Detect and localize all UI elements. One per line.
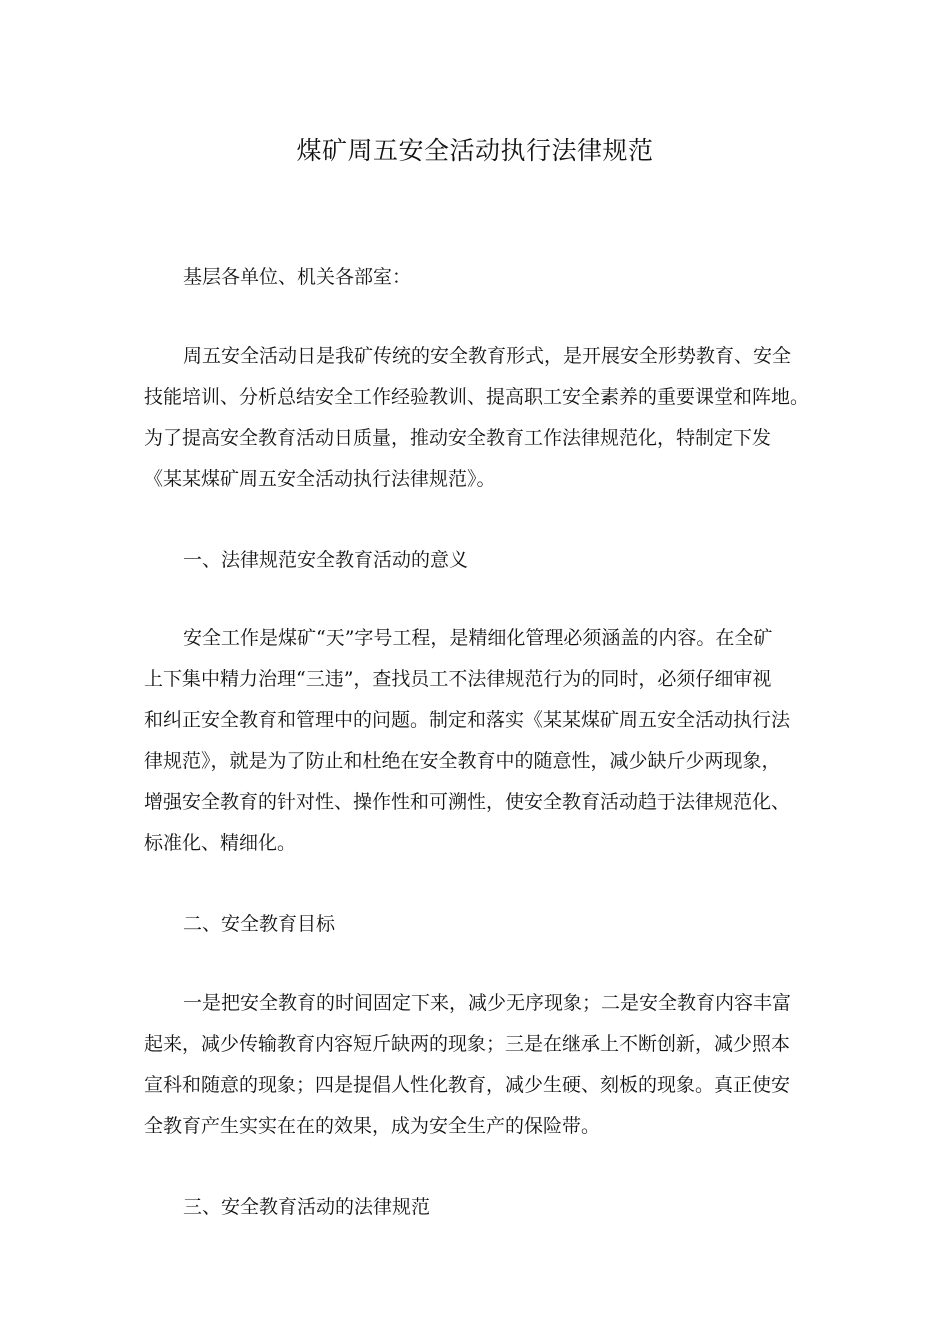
paragraph-line: 和纠正安全教育和管理中的问题。制定和落实《某某煤矿周五安全活动执行法: [144, 709, 791, 731]
paragraph-line: 全教育产生实实在在的效果，成为安全生产的保险带。: [144, 1115, 601, 1137]
document-title: 煤矿周五安全活动执行法律规范: [296, 136, 654, 165]
paragraph-line: 为了提高安全教育活动日质量，推动安全教育工作法律规范化，特制定下发: [144, 427, 772, 449]
section1-paragraph: [144, 618, 824, 864]
paragraph-line: 律规范》，就是为了防止和杜绝在安全教育中的随意性，减少缺斤少两现象，: [144, 750, 781, 772]
paragraph-line: 一是把安全教育的时间固定下来，减少无序现象；二是安全教育内容丰富: [183, 992, 792, 1014]
paragraph-line: 技能培训、分析总结安全工作经验教训、提高职工安全素养的重要课堂和阵地。: [144, 386, 810, 408]
paragraph-line: 增强安全教育的针对性、操作性和可溯性，使安全教育活动趋于法律规范化、: [144, 791, 791, 813]
section3-heading: [144, 1187, 824, 1228]
paragraph-line: 上下集中精力治理“三违”，查找员工不法律规范行为的同时，必须仔细审视: [144, 668, 772, 690]
section-heading: 一、法律规范安全教育活动的意义: [183, 549, 469, 571]
intro-paragraph: [144, 336, 824, 500]
section-heading: 二、安全教育目标: [183, 913, 336, 935]
section2-paragraph: [144, 983, 824, 1147]
paragraph-line: 《某某煤矿周五安全活动执行法律规范》。: [144, 468, 496, 490]
paragraph-line: 标准化、精细化。: [144, 832, 297, 854]
section2-heading: [144, 904, 824, 945]
paragraph-line: 安全工作是煤矿“天”字号工程，是精细化管理必须涵盖的内容。在全矿: [183, 627, 773, 649]
section1-heading: [144, 540, 824, 581]
salutation: [144, 257, 824, 298]
paragraph-line: 宣科和随意的现象；四是提倡人性化教育，减少生硬、刻板的现象。真正使安: [144, 1074, 791, 1096]
salutation-line: 基层各单位、机关各部室：: [183, 266, 412, 288]
section-heading: 三、安全教育活动的法律规范: [183, 1196, 431, 1218]
paragraph-line: 周五安全活动日是我矿传统的安全教育形式，是开展安全形势教育、安全: [183, 345, 792, 367]
paragraph-line: 起来，减少传输教育内容短斤缺两的现象；三是在继承上不断创新，减少照本: [144, 1033, 791, 1055]
